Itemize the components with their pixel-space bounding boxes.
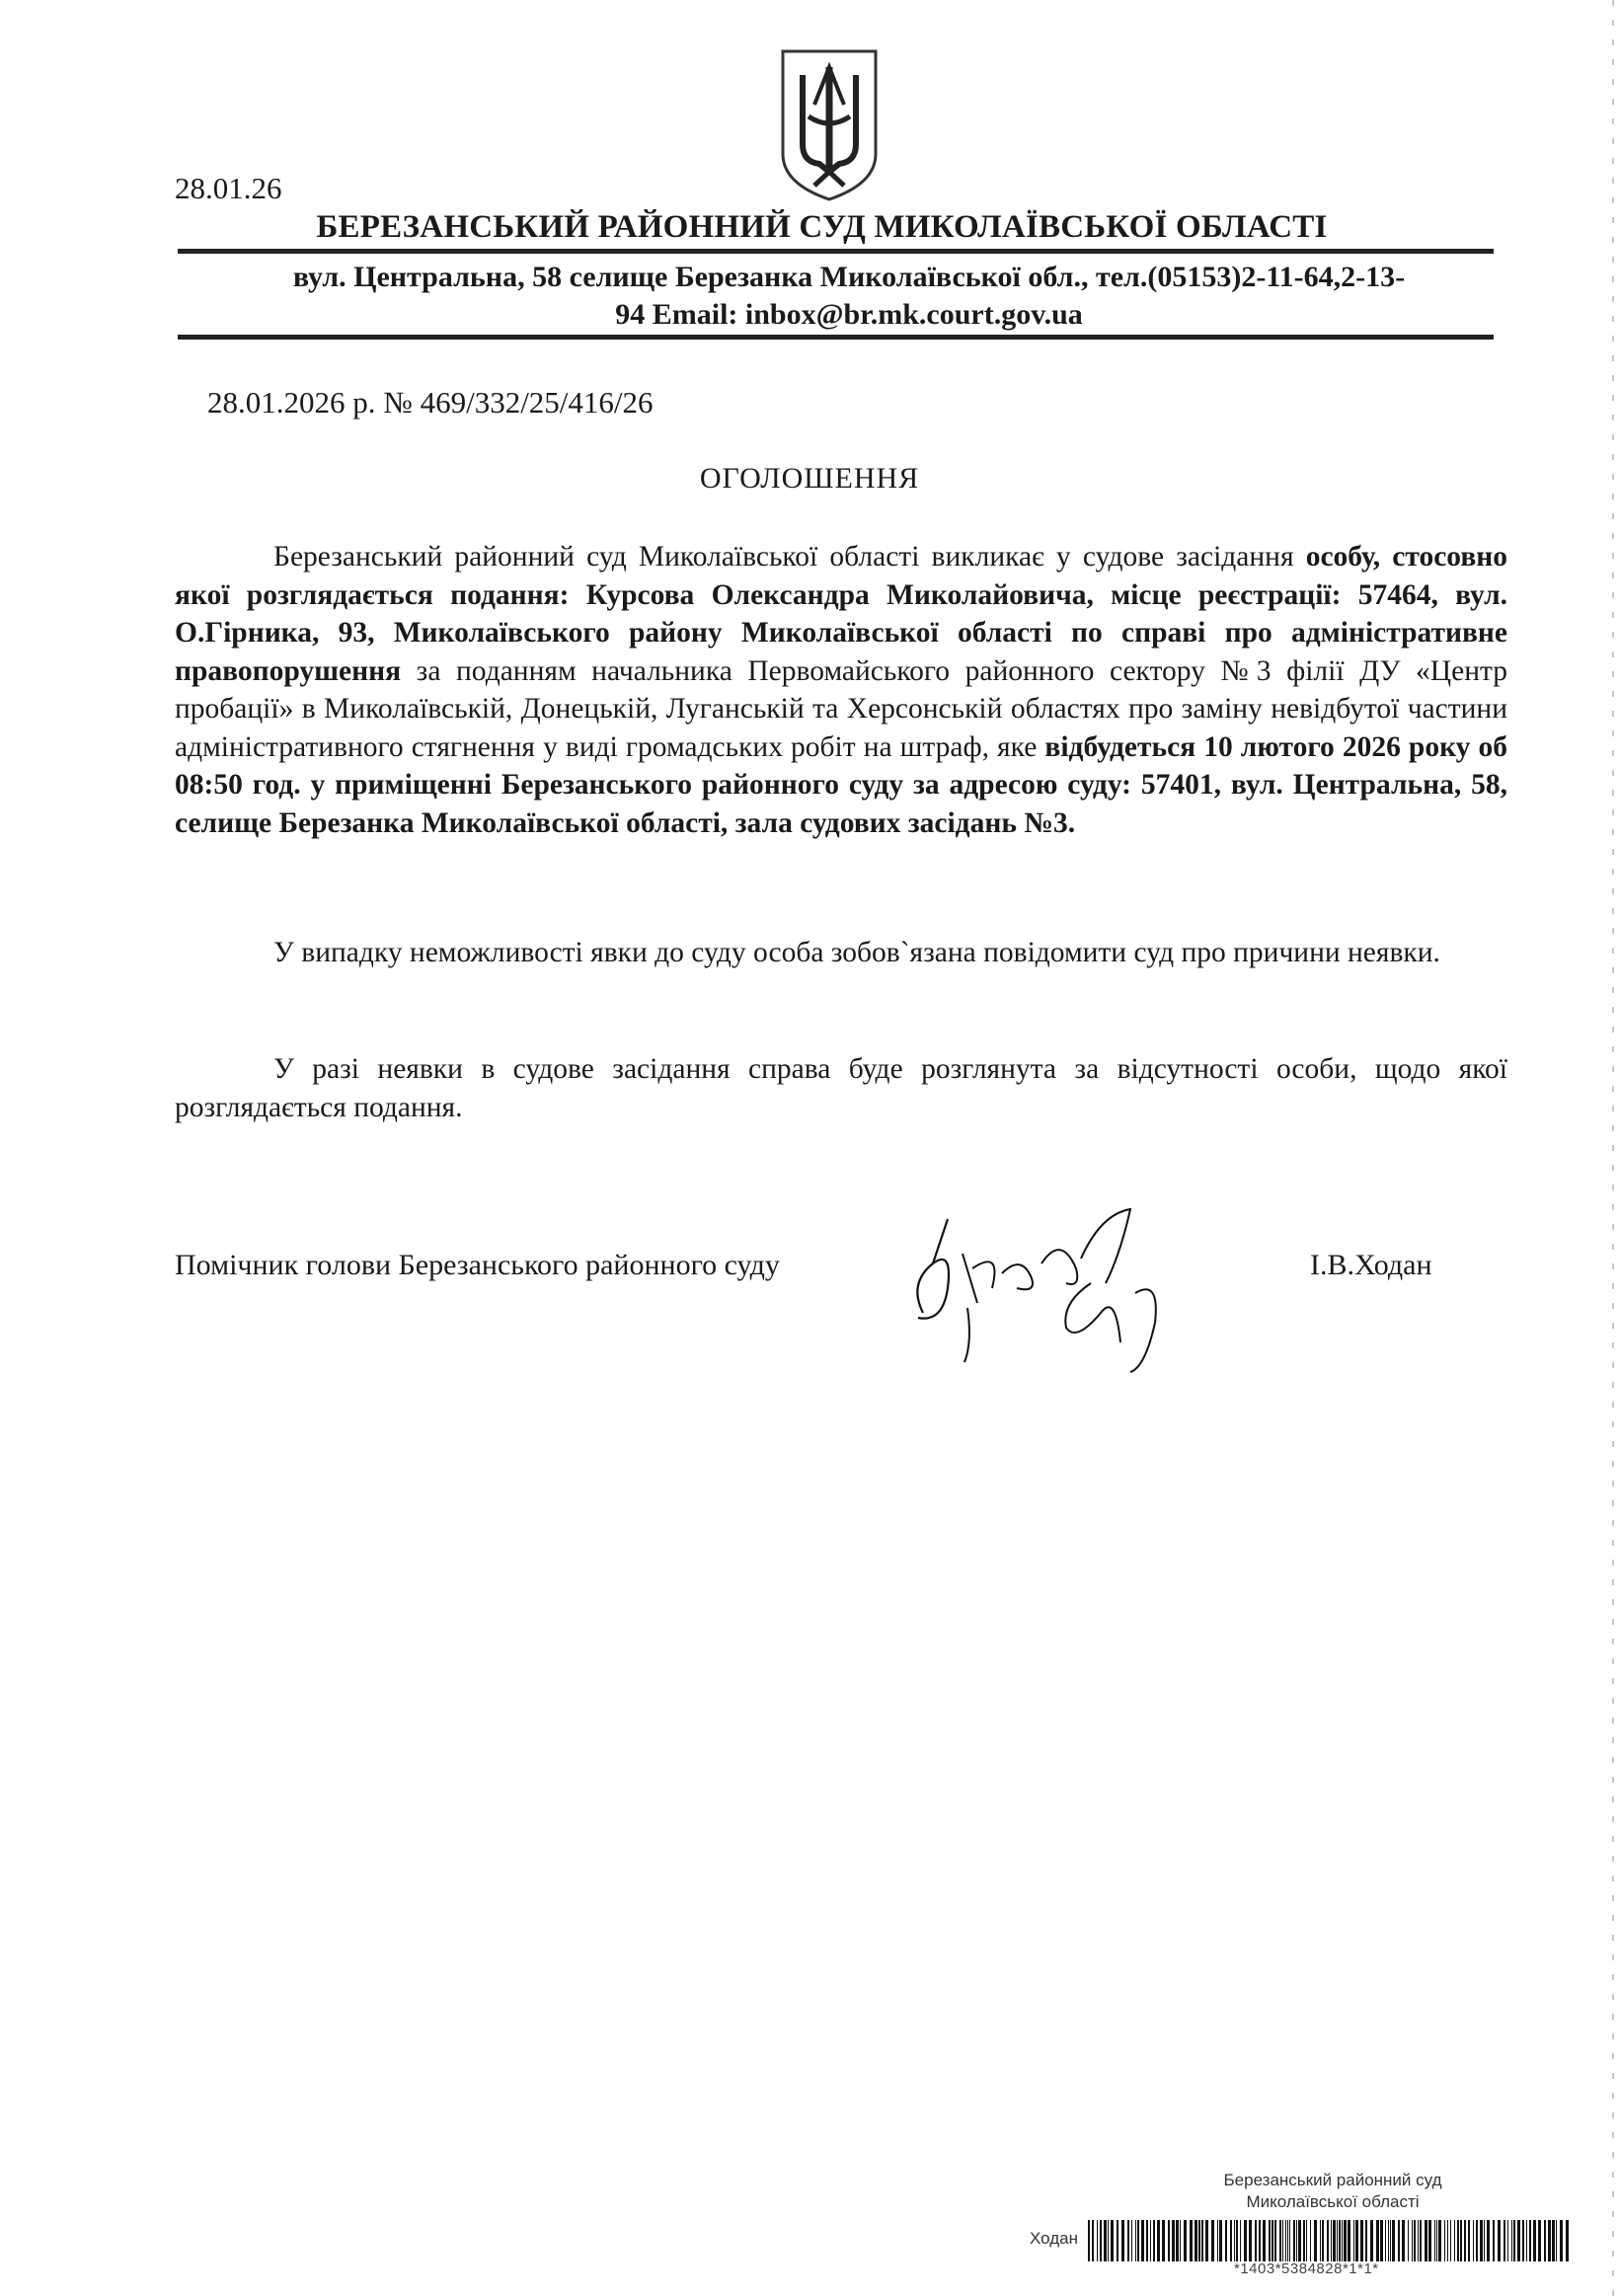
barcode-bar [1425, 2220, 1427, 2261]
barcode-bar [1190, 2220, 1193, 2261]
barcode-bar [1398, 2220, 1400, 2261]
header-rule-top [178, 249, 1494, 254]
barcode-bar [1544, 2220, 1546, 2261]
barcode-bar [1282, 2220, 1283, 2261]
barcode-bar [1240, 2220, 1241, 2261]
barcode-bar [1320, 2220, 1321, 2261]
barcode-bar [1236, 2220, 1238, 2261]
barcode-bar [1327, 2220, 1329, 2261]
barcode-bar [1473, 2220, 1474, 2261]
barcode-bar [1135, 2220, 1136, 2261]
barcode-bar [1230, 2220, 1232, 2261]
barcode-bar [1355, 2220, 1358, 2261]
barcode-bar [1146, 2220, 1148, 2261]
p1-submission: за поданням начальника Первомайського районного сектору №3 філії ДУ «Центр пробації» в Миколаївській, Донецькій, Луганській та Херсонській областях про заміну невідбутої частини адміністративного стягнення у виді громадських робіт на штраф, яке [175, 654, 1507, 763]
barcode-bar [1127, 2220, 1129, 2261]
barcode-bar [1526, 2220, 1527, 2261]
barcode-bar [1333, 2220, 1336, 2261]
barcode-bar [1244, 2220, 1247, 2261]
barcode-bar [1548, 2220, 1551, 2261]
signer-name: І.В.Ходан [1310, 1249, 1432, 1281]
barcode-bar [1388, 2220, 1389, 2261]
barcode-bar [1365, 2220, 1367, 2261]
barcode-number: *1403*5384828*1*1* [1234, 2260, 1379, 2277]
barcode-bar [1420, 2220, 1422, 2261]
barcode-bar [1141, 2220, 1144, 2261]
stamp-recipient-name: Ходан [1030, 2229, 1078, 2248]
barcode-bar [1556, 2220, 1557, 2261]
barcode-bar [1380, 2220, 1383, 2261]
barcode-bar [1370, 2220, 1373, 2261]
absence-notice-paragraph: У випадку неможливості явки до суду особа зобов`язана повідомити суд про причини неявки. [273, 937, 1440, 968]
barcode-bar [1289, 2220, 1290, 2261]
court-title: БЕРЕЗАНСЬКИЙ РАЙОННИЙ СУД МИКОЛАЇВСЬКОЇ ОБЛАСТІ [316, 209, 1328, 245]
barcode-bar [1507, 2220, 1508, 2261]
coat-of-arms-emblem [775, 45, 884, 203]
barcode-bar [1513, 2220, 1515, 2261]
barcode-bar [1157, 2220, 1160, 2261]
barcode-bar [1511, 2220, 1512, 2261]
address-line-2: 94 Email: inbox@br.mk.court.gov.ua [615, 298, 1083, 331]
barcode-bar [1450, 2220, 1451, 2261]
barcode-bar [1480, 2220, 1483, 2261]
barcode-bar [1287, 2220, 1288, 2261]
barcode-bar [1153, 2220, 1155, 2261]
barcode-bar [1392, 2220, 1395, 2261]
p1-intro: Березанський районний суд Миколаївської області викликає у судове засідання [273, 541, 1306, 573]
barcode-bar [1487, 2220, 1490, 2261]
barcode-bar [1436, 2220, 1437, 2261]
barcode-bar [1444, 2220, 1445, 2261]
barcode-bar [1211, 2220, 1214, 2261]
barcode-bar [1285, 2220, 1286, 2261]
barcode-bar [1100, 2220, 1102, 2261]
barcode-bar [1322, 2220, 1324, 2261]
barcode-bar [1337, 2220, 1338, 2261]
barcode-bar [1195, 2220, 1197, 2261]
barcode-bar [1402, 2220, 1405, 2261]
barcode-bar [1269, 2220, 1271, 2261]
barcode-bar [1198, 2220, 1200, 2261]
barcode-bar [1476, 2220, 1478, 2261]
barcode-bar [1303, 2220, 1305, 2261]
barcode-bar [1376, 2220, 1379, 2261]
barcode-bar [1503, 2220, 1505, 2261]
corner-date: 28.01.26 [175, 171, 282, 205]
barcode-bar [1344, 2220, 1347, 2261]
barcode-bar [1263, 2220, 1266, 2261]
barcode-bar [1180, 2220, 1181, 2261]
barcode-bar [1353, 2220, 1354, 2261]
barcode-bar [1162, 2220, 1165, 2261]
handwritten-signature [893, 1194, 1209, 1377]
barcode-bar [1464, 2220, 1466, 2261]
barcode-bar [1418, 2220, 1419, 2261]
barcode-bar [1255, 2220, 1257, 2261]
document-title: ОГОЛОШЕННЯ [699, 462, 920, 495]
barcode-bar [1484, 2220, 1485, 2261]
barcode-bar [1306, 2220, 1307, 2261]
barcode-bar [1408, 2220, 1409, 2261]
barcode-bar [1249, 2220, 1252, 2261]
barcode-bar [1176, 2220, 1179, 2261]
barcode-bar [1348, 2220, 1350, 2261]
barcode-bar [1493, 2220, 1495, 2261]
barcode-bar [1259, 2220, 1261, 2261]
header-rule-bottom [178, 335, 1494, 340]
barcode-bar [1428, 2220, 1431, 2261]
barcode-bar [1434, 2220, 1435, 2261]
barcode-bar [1097, 2220, 1098, 2261]
barcode-bar [1217, 2220, 1218, 2261]
barcode-bar [1234, 2220, 1235, 2261]
barcode-bar [1385, 2220, 1386, 2261]
barcode-bar [1498, 2220, 1501, 2261]
barcode-bar [1342, 2220, 1343, 2261]
court-address [227, 259, 1471, 334]
p1-hearing-details: відбудеться 10 лютого 2026 року об 08:50 год. у приміщенні Березанського районного суду за адресою суду: 57401, вул. Центральна, 58, селище Березанка Миколаївської області, зала судових засідань №3. [175, 730, 1507, 839]
barcode-bar [1225, 2220, 1227, 2261]
barcode-bar [1360, 2220, 1363, 2261]
barcode-bar [1298, 2220, 1301, 2261]
barcode-bar [1468, 2220, 1470, 2261]
barcode-bar [1121, 2220, 1124, 2261]
barcode-bar [1117, 2220, 1118, 2261]
address-line-1: вул. Центральна, 58 селище Березанка Миколаївської обл., тел.(05153)2-11-64,2-13- [292, 261, 1406, 293]
barcode-bar [1088, 2220, 1090, 2261]
barcode-bar [1560, 2220, 1563, 2261]
registration-line [207, 385, 654, 421]
barcode-bar [1412, 2220, 1413, 2261]
barcode-bar [1092, 2220, 1094, 2261]
barcode-bar [1279, 2220, 1281, 2261]
stamp-court-line-1: Березанський районний суд [1223, 2171, 1442, 2189]
signer-role: Помічник голови Березанського районного суду [175, 1249, 780, 1281]
barcode-bar [1314, 2220, 1317, 2261]
barcode-bar [1414, 2220, 1416, 2261]
barcode-bar [1529, 2220, 1531, 2261]
barcode-bar [1339, 2220, 1341, 2261]
barcode-bar [1522, 2220, 1524, 2261]
barcode-bar [1310, 2220, 1311, 2261]
barcode-bar [1201, 2220, 1203, 2261]
barcode-bar [1331, 2220, 1332, 2261]
barcode-bar [1219, 2220, 1222, 2261]
barcode-bar [1538, 2220, 1541, 2261]
barcode-bar [1438, 2220, 1441, 2261]
barcode-bar [1205, 2220, 1208, 2261]
barcode-bar [1137, 2220, 1139, 2261]
barcode-bar [1533, 2220, 1536, 2261]
barcode-bar [1150, 2220, 1151, 2261]
barcode-bar [1184, 2220, 1187, 2261]
barcode-bar [1272, 2220, 1273, 2261]
barcode [1088, 2220, 1572, 2261]
barcode-bar [1172, 2220, 1175, 2261]
barcode-bar [1274, 2220, 1276, 2261]
barcode-bar [1293, 2220, 1295, 2261]
barcode-bar [1460, 2220, 1462, 2261]
barcode-bar [1390, 2220, 1391, 2261]
barcode-bar [1552, 2220, 1555, 2261]
p1-person-details: особу, стосовно якої розглядається подання: Курсова Олександра Миколайовича, місце реєстрації: 57464, вул. О.Гірника, 93, Миколаївського району Миколаївської області по справі про адміністративне правопорушення [175, 541, 1508, 687]
barcode-bar [1111, 2220, 1114, 2261]
scan-edge-artifact [1607, 0, 1619, 2296]
stamp-court-line-2: Миколаївської області [1246, 2192, 1420, 2211]
barcode-bar [1296, 2220, 1297, 2261]
barcode-bar [1517, 2220, 1520, 2261]
barcode-bar [1104, 2220, 1107, 2261]
barcode-bar [1131, 2220, 1132, 2261]
barcode-bar [1454, 2220, 1455, 2261]
announcement-paragraph [175, 538, 1507, 842]
barcode-bar [1566, 2220, 1569, 2261]
registration-date: 28.01.2026 р. [207, 385, 376, 420]
barcode-bar [1108, 2220, 1109, 2261]
stamp-court-name [1120, 2170, 1545, 2213]
registration-number: № 469/332/25/416/26 [383, 385, 654, 420]
barcode-bar [1457, 2220, 1459, 2261]
non-appearance-paragraph: У разі неявки в судове засідання справа буде розглянута за відсутності особи, щодо якої розглядається подання. [175, 1053, 1507, 1123]
barcode-bar [1168, 2220, 1170, 2261]
barcode-bar [1447, 2220, 1448, 2261]
